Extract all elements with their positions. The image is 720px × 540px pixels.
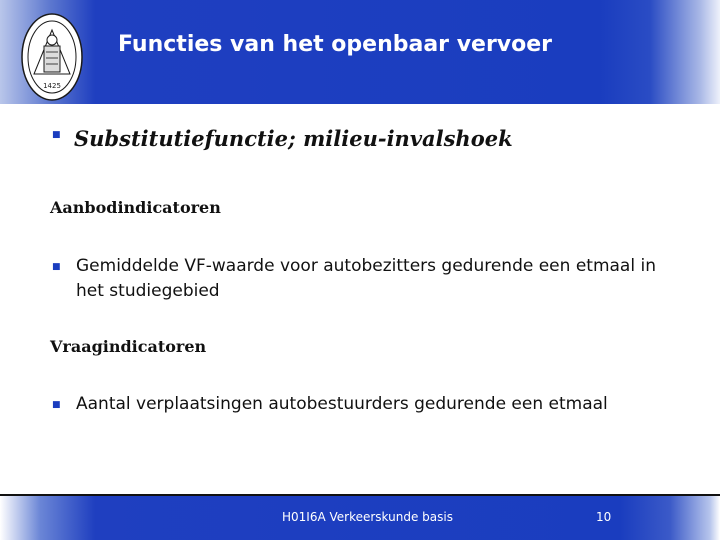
slide-title: Functies van het openbaar vervoer xyxy=(118,32,553,57)
footer-course: H01I6A Verkeerskunde basis xyxy=(282,510,453,524)
list-item: Gemiddelde VF-waarde voor autobezitters gedurende een etmaal in het studiegebied xyxy=(76,256,656,301)
bullet-icon: ■ xyxy=(52,130,61,140)
section-label-vraag: Vraagindicatoren xyxy=(50,337,207,356)
university-seal-icon xyxy=(20,12,84,102)
bullet-icon: ■ xyxy=(52,400,61,410)
slide-header xyxy=(0,0,720,104)
page-number: 10 xyxy=(596,510,612,524)
section-label-aanbod: Aanbodindicatoren xyxy=(50,198,221,217)
bullet-icon: ■ xyxy=(52,262,61,272)
footer-divider xyxy=(0,494,720,496)
main-heading: Substitutiefunctie; milieu-invalshoek xyxy=(74,126,513,151)
list-item: Aantal verplaatsingen autobestuurders gedurende een etmaal xyxy=(76,394,608,414)
seal-year: 1425 xyxy=(43,82,61,90)
